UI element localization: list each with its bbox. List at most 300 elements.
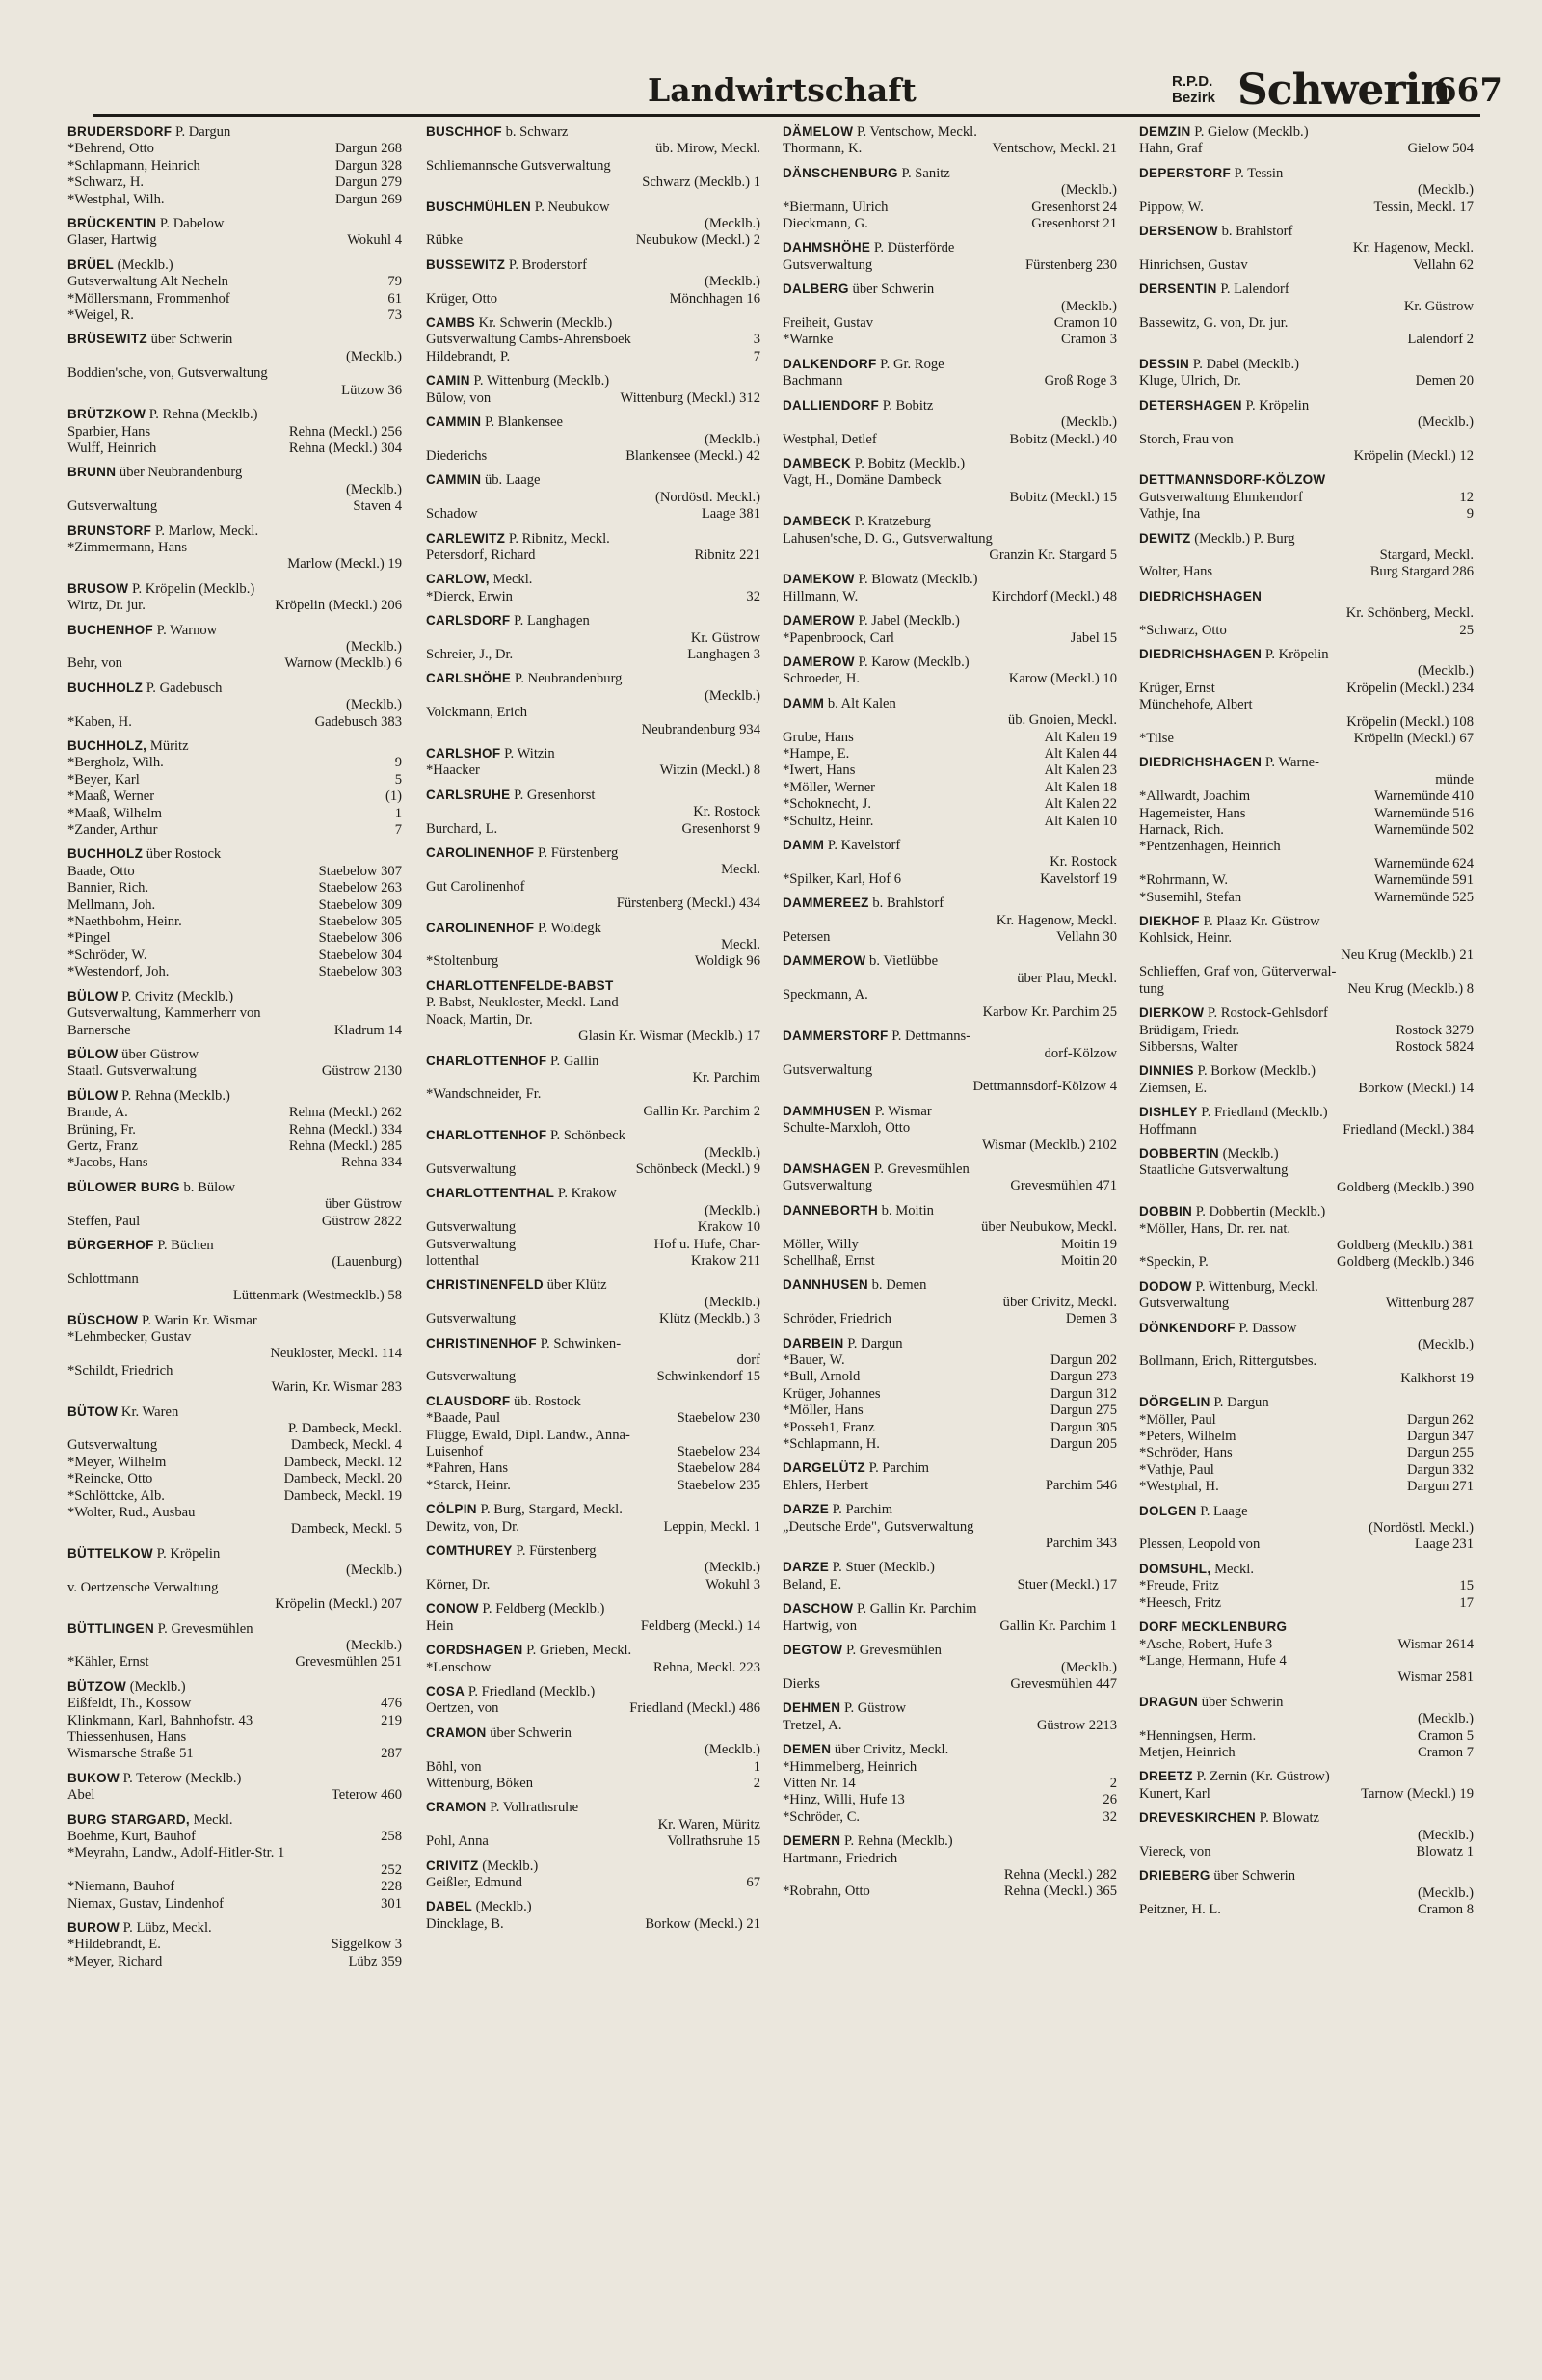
- place-name: BRUDERSDORF: [67, 124, 173, 139]
- phone-ref: 476: [377, 1696, 402, 1712]
- place-info: b. Vietlübbe: [869, 953, 939, 970]
- place-header: [783, 612, 1117, 629]
- place-header: [426, 199, 760, 216]
- place-name: BRÜCKENTIN: [67, 216, 157, 231]
- phone-ref: (Mecklb.): [346, 697, 402, 713]
- phone-ref: Dargun 268: [332, 141, 402, 157]
- entry-line: [1139, 448, 1474, 465]
- phone-ref: Dargun 262: [1403, 1412, 1474, 1429]
- directory-entry: [67, 737, 402, 839]
- place-info: über Neubrandenburg: [119, 465, 243, 481]
- place-header: [67, 1237, 402, 1254]
- place-header: [67, 1046, 402, 1063]
- directory-entry: [783, 356, 1117, 390]
- phone-ref: Teterow 460: [328, 1787, 402, 1804]
- holder-name: „Deutsche Erde", Gutsverwaltung: [783, 1518, 974, 1535]
- place-header: [426, 1858, 760, 1875]
- entry-line: [783, 854, 1117, 870]
- phone-ref: Granzin Kr. Stargard 5: [989, 547, 1117, 563]
- place-info: P. Woldegk: [538, 920, 601, 936]
- directory-entry: [783, 165, 1117, 233]
- entry-line: [426, 1833, 760, 1850]
- place-name: BÜTZOW: [67, 1678, 127, 1694]
- entry-line: [426, 349, 760, 365]
- place-info: b. Brahlstorf: [1221, 224, 1293, 240]
- directory-entry: [783, 837, 1117, 888]
- phone-ref: Demen 3: [1062, 1311, 1117, 1327]
- holder-name: *Pahren, Hans: [426, 1460, 509, 1477]
- directory-entry: [426, 1725, 760, 1793]
- place-name: DREVESKIRCHEN: [1139, 1810, 1256, 1826]
- entry-line: [426, 1311, 760, 1327]
- place-header: [783, 1642, 1117, 1659]
- holder-name: *Schildt, Friedrich: [67, 1362, 173, 1378]
- entry-line: [426, 1219, 760, 1236]
- place-name: DAMEKOW: [783, 572, 855, 587]
- entry-line: [67, 1329, 402, 1346]
- directory-entry: [783, 1335, 1117, 1454]
- phone-ref: Marlow (Meckl.) 19: [287, 556, 402, 573]
- phone-ref: Leppin, Meckl. 1: [659, 1519, 760, 1536]
- place-name: DALLIENDORF: [783, 397, 880, 413]
- place-info: P. Lalendorf: [1220, 281, 1289, 298]
- directory-entry: [783, 239, 1117, 274]
- header-rule: [93, 114, 1480, 117]
- phone-ref: Dargun 332: [1403, 1462, 1474, 1479]
- directory-entry: [426, 1898, 760, 1933]
- entry-line: [783, 315, 1117, 332]
- entry-line: [1139, 299, 1474, 315]
- directory-entry: [67, 1811, 402, 1912]
- holder-name: *Meyrahn, Landw., Adolf-Hitler-Str. 1: [67, 1845, 285, 1861]
- directory-entry: [783, 1741, 1117, 1826]
- place-name: BÜLOW: [67, 1087, 119, 1103]
- entry-line: [67, 755, 402, 771]
- entry-line: [67, 1829, 402, 1845]
- phone-ref: (Mecklb.): [1418, 1711, 1474, 1727]
- entry-line: [67, 864, 402, 880]
- phone-ref: Ventschow, Meckl. 21: [988, 141, 1117, 157]
- entry-line: [426, 448, 760, 465]
- phone-ref: Jabel 15: [1067, 630, 1117, 647]
- holder-name: Vitten Nr. 14: [783, 1775, 856, 1791]
- entry-line: [783, 1884, 1117, 1900]
- place-name: CARLSRUHE: [426, 787, 511, 802]
- place-header: [1139, 1145, 1474, 1163]
- phone-ref: Neukloster, Meckl. 114: [270, 1346, 402, 1362]
- phone-ref: Warnemünde 525: [1370, 890, 1474, 906]
- phone-ref: Neu Krug (Mecklb.) 8: [1344, 981, 1475, 998]
- place-name: DAMBECK: [783, 514, 852, 529]
- holder-name: Körner, Dr.: [426, 1576, 491, 1592]
- place-header: [1139, 1694, 1474, 1711]
- phone-ref: Warnow (Mecklb.) 6: [280, 655, 402, 672]
- phone-ref: über Plau, Meckl.: [1017, 970, 1117, 986]
- entry-line: [1139, 822, 1474, 839]
- city-title: Schwerin: [1237, 66, 1450, 115]
- place-name: DASCHOW: [783, 1601, 854, 1617]
- holder-name: Gutsverwaltung Ehmkendorf: [1139, 489, 1303, 505]
- directory-entry: [783, 1832, 1117, 1901]
- entry-line: [1139, 1728, 1474, 1745]
- place-info: P. Dassow: [1238, 1320, 1297, 1336]
- place-name: BRUNSTORF: [67, 522, 152, 538]
- directory-entry: [783, 1600, 1117, 1635]
- holder-name: Thormann, K.: [783, 141, 863, 157]
- place-header: [1139, 1394, 1474, 1411]
- phone-ref: dorf-Kölzow: [1044, 1045, 1117, 1061]
- holder-name: Krüger, Ernst: [1139, 680, 1215, 696]
- entry-line: [426, 158, 760, 174]
- entry-line: [783, 796, 1117, 813]
- place-header: [1139, 646, 1474, 663]
- entry-line: [783, 490, 1117, 506]
- phone-ref: Dargun 269: [332, 192, 402, 208]
- place-header: [67, 522, 402, 540]
- place-name: BÜLOW: [67, 988, 119, 1003]
- phone-ref: (Mecklb.): [1061, 414, 1117, 431]
- entry-line: [783, 871, 1117, 888]
- directory-entry: [426, 571, 760, 605]
- place-name: CARLOW,: [426, 572, 490, 587]
- place-name: CARLSHOF: [426, 746, 501, 761]
- place-name: CHARLOTTENTHAL: [426, 1186, 555, 1201]
- holder-name: *Wolter, Rud., Ausbau: [67, 1505, 196, 1521]
- entry-line: [1139, 432, 1474, 448]
- phone-ref: Cramon 8: [1414, 1902, 1474, 1918]
- holder-name: Tretzel, A.: [783, 1717, 842, 1733]
- phone-ref: Staebelow 305: [315, 914, 402, 930]
- entry-line: [426, 232, 760, 249]
- entry-line: [426, 937, 760, 953]
- phone-ref: Borkow (Meckl.) 14: [1354, 1081, 1474, 1097]
- holder-name: Möller, Willy: [783, 1236, 859, 1252]
- directory-entry: [67, 215, 402, 250]
- phone-ref: Kr. Güstrow: [690, 629, 760, 646]
- holder-name: *Schlapmann, Heinrich: [67, 157, 200, 174]
- phone-ref: Krakow 211: [687, 1253, 760, 1270]
- place-header: [783, 1501, 1117, 1518]
- phone-ref: Kladrum 14: [331, 1023, 402, 1039]
- entry-line: [67, 232, 402, 249]
- entry-line: [67, 158, 402, 174]
- entry-line: [426, 490, 760, 506]
- holder-name: *Lange, Hermann, Hufe 4: [1139, 1652, 1287, 1669]
- entry-line: [783, 531, 1117, 548]
- holder-name: Freiheit, Gustav: [783, 315, 874, 332]
- place-info: P. Rehna (Mecklb.): [121, 1087, 230, 1104]
- place-name: CAROLINENHOF: [426, 845, 535, 861]
- directory-entry: [426, 1185, 760, 1270]
- place-name: DAMMHUSEN: [783, 1103, 871, 1118]
- phone-ref: Cramon 3: [1057, 332, 1117, 348]
- holder-name: Wittenburg, Böken: [426, 1775, 534, 1791]
- place-info: P. Neubrandenburg: [514, 671, 623, 687]
- phone-ref: 2: [1106, 1776, 1117, 1792]
- entry-line: [67, 1713, 402, 1729]
- phone-ref: 9: [391, 755, 402, 771]
- entry-line: [67, 274, 402, 290]
- holder-name: *Baade, Paul: [426, 1410, 501, 1427]
- directory-entry: [67, 331, 402, 399]
- phone-ref: Groß Roge 3: [1041, 373, 1117, 389]
- holder-name: Speckmann, A.: [783, 987, 868, 1003]
- holder-name: Schreier, J., Dr.: [426, 646, 514, 662]
- place-info: P. Gadebusch: [146, 680, 223, 696]
- entry-line: [1139, 1163, 1474, 1179]
- holder-name: Burchard, L.: [426, 820, 498, 837]
- place-name: CAMIN: [426, 373, 470, 388]
- phone-ref: Meckl.: [721, 862, 760, 878]
- phone-ref: Dargun 328: [332, 158, 402, 174]
- phone-ref: Tessin, Meckl. 17: [1369, 200, 1474, 216]
- phone-ref: Kirchdorf (Meckl.) 48: [988, 589, 1117, 605]
- directory-entry: [1139, 1561, 1474, 1612]
- place-header: [1139, 1203, 1474, 1220]
- place-info: über Schwerin: [852, 281, 935, 298]
- entry-line: [426, 291, 760, 308]
- place-name: DEMEN: [783, 1742, 832, 1757]
- holder-name: *Möller, Paul: [1139, 1411, 1216, 1428]
- holder-name: *Schlöttcke, Alb.: [67, 1487, 165, 1504]
- entry-line: [426, 1742, 760, 1758]
- place-name: DARZE: [783, 1560, 829, 1575]
- place-header: [67, 1770, 402, 1787]
- phone-ref: (Mecklb.): [1061, 1659, 1117, 1675]
- holder-name: Dewitz, von, Dr.: [426, 1518, 519, 1535]
- holder-name: Storch, Frau von: [1139, 431, 1234, 447]
- holder-name: *Biermann, Ulrich: [783, 199, 889, 215]
- place-name: DISHLEY: [1139, 1105, 1198, 1120]
- phone-ref: Parchim 343: [1045, 1536, 1117, 1552]
- directory-columns: [67, 123, 1480, 2340]
- phone-ref: Moitin 19: [1057, 1237, 1117, 1253]
- place-name: DAMMEREEZ: [783, 896, 869, 911]
- phone-ref: Gallin Kr. Parchim 1: [996, 1618, 1117, 1635]
- holder-name: *Papenbroock, Carl: [783, 629, 894, 646]
- holder-name: *Schultz, Heinr.: [783, 813, 874, 829]
- entry-line: [426, 141, 760, 157]
- holder-name: Hinrichsen, Gustav: [1139, 256, 1248, 273]
- place-name: DODOW: [1139, 1278, 1192, 1294]
- entry-line: [1139, 1445, 1474, 1461]
- directory-entry: [426, 1127, 760, 1178]
- phone-ref: Wismar 2614: [1395, 1637, 1474, 1653]
- entry-line: [783, 630, 1117, 647]
- place-header: [426, 1276, 760, 1294]
- phone-ref: Dargun 273: [1047, 1369, 1117, 1385]
- place-header: [783, 239, 1117, 256]
- holder-name: *Maaß, Wilhelm: [67, 805, 163, 821]
- phone-ref: Staebelow 230: [674, 1410, 760, 1427]
- place-info: b. Alt Kalen: [827, 695, 896, 711]
- place-header: [426, 787, 760, 804]
- entry-line: [783, 1311, 1117, 1327]
- entry-line: [67, 1363, 402, 1379]
- entry-line: [1139, 1828, 1474, 1844]
- phone-ref: Woldigk 96: [691, 953, 760, 970]
- entry-line: [1139, 697, 1474, 713]
- entry-line: [1139, 257, 1474, 274]
- directory-entry: [1139, 530, 1474, 581]
- directory-entry: [67, 522, 402, 574]
- holder-name: Gutsverwaltung: [783, 1178, 873, 1194]
- phone-ref: Alt Kalen 19: [1041, 730, 1117, 746]
- phone-ref: Fürstenberg (Meckl.) 434: [616, 896, 760, 912]
- holder-name: *Heesch, Fritz: [1139, 1594, 1222, 1611]
- place-name: BUCHHOLZ: [67, 846, 144, 862]
- holder-name: Krüger, Otto: [426, 290, 497, 307]
- phone-ref: Schönbeck (Meckl.) 9: [632, 1162, 760, 1178]
- holder-name: Mellmann, Joh.: [67, 896, 156, 913]
- holder-name: Gutsverwaltung Cambs-Ahrensboek: [426, 332, 631, 348]
- place-info: Meckl.: [193, 1811, 233, 1828]
- entry-line: [1139, 1844, 1474, 1860]
- phone-ref: Stargard, Meckl.: [1379, 547, 1474, 563]
- directory-entry: [1139, 588, 1474, 639]
- entry-line: [1139, 1745, 1474, 1761]
- holder-name: Diederichs: [426, 447, 488, 464]
- place-info: P. Broderstorf: [508, 256, 587, 273]
- entry-line: [1139, 506, 1474, 522]
- phone-ref: (Mecklb.): [1418, 663, 1474, 680]
- entry-line: [783, 1519, 1117, 1536]
- place-name: DEWITZ: [1139, 530, 1191, 546]
- holder-name: lottenthal: [426, 1252, 480, 1269]
- place-name: CÖLPIN: [426, 1502, 477, 1517]
- phone-ref: Staebelow 307: [315, 864, 402, 880]
- place-header: [783, 281, 1117, 298]
- phone-ref: (Mecklb.): [1418, 182, 1474, 199]
- place-name: DANNEBORTH: [783, 1202, 878, 1217]
- place-header: [67, 123, 402, 141]
- place-name: BUCHHOLZ,: [67, 738, 147, 753]
- holder-name: *Pingel: [67, 930, 111, 947]
- directory-entry: [426, 670, 760, 738]
- entry-line: [1139, 623, 1474, 639]
- place-info: P. Kröpelin: [1264, 646, 1329, 662]
- entry-line: [67, 141, 402, 157]
- entry-line: [67, 1937, 402, 1953]
- directory-entry: [1139, 913, 1474, 998]
- phone-ref: Staven 4: [349, 498, 402, 515]
- place-name: CONOW: [426, 1601, 479, 1617]
- phone-ref: Lübz 359: [344, 1954, 402, 1970]
- place-header: [1139, 530, 1474, 548]
- holder-name: Bollmann, Erich, Rittergutsbes.: [1139, 1353, 1317, 1370]
- phone-ref: Dargun 255: [1403, 1445, 1474, 1461]
- entry-line: [1139, 839, 1474, 855]
- entry-line: [1139, 240, 1474, 256]
- holder-name: Gutsverwaltung: [67, 498, 158, 515]
- place-name: DEMERN: [783, 1833, 841, 1849]
- place-name: CARLSHÖHE: [426, 671, 512, 686]
- entry-line: [783, 1386, 1117, 1403]
- place-header: [783, 952, 1117, 970]
- place-header: [783, 1559, 1117, 1576]
- directory-entry: [1139, 1768, 1474, 1803]
- entry-line: [67, 880, 402, 896]
- place-info: P. Parchim: [868, 1460, 930, 1477]
- directory-entry: [67, 1087, 402, 1172]
- holder-name: *Himmelberg, Heinrich: [783, 1758, 917, 1775]
- directory-entry: [67, 1179, 402, 1230]
- entry-line: [1139, 1653, 1474, 1670]
- holder-name: Kluge, Ulrich, Dr.: [1139, 373, 1241, 389]
- directory-entry: [67, 256, 402, 325]
- holder-name: Staatl. Gutsverwaltung: [67, 1063, 197, 1080]
- place-header: [1139, 123, 1474, 141]
- place-header: [1139, 1278, 1474, 1296]
- entry-line: [67, 806, 402, 822]
- phone-ref: (Mecklb.): [1418, 1885, 1474, 1901]
- entry-line: [783, 1809, 1117, 1826]
- entry-line: [426, 332, 760, 348]
- place-name: CAMMIN: [426, 472, 482, 488]
- place-header: [426, 670, 760, 687]
- entry-line: [426, 1237, 760, 1253]
- directory-entry: [426, 612, 760, 663]
- place-header: [783, 123, 1117, 141]
- entry-line: [426, 432, 760, 448]
- entry-line: [67, 1596, 402, 1613]
- holder-name: Krüger, Johannes: [783, 1385, 881, 1402]
- holder-name: *Westendorf, Joh.: [67, 964, 170, 980]
- place-header: [426, 530, 760, 548]
- directory-entry: [426, 123, 760, 192]
- entry-line: [1139, 490, 1474, 506]
- column-3: [783, 123, 1117, 2340]
- place-name: BUKOW: [67, 1770, 120, 1785]
- phone-ref: Goldberg (Mecklb.) 390: [1337, 1179, 1474, 1195]
- phone-ref: Staebelow 309: [315, 897, 402, 914]
- place-name: COSA: [426, 1683, 465, 1698]
- entry-line: [1139, 1023, 1474, 1039]
- place-name: BRÜSEWITZ: [67, 332, 147, 347]
- directory-entry: [426, 920, 760, 971]
- entry-line: [1139, 1429, 1474, 1445]
- place-header: [783, 1832, 1117, 1850]
- entry-line: [67, 1488, 402, 1505]
- place-info: über Rostock: [146, 846, 222, 863]
- phone-ref: Friedland (Meckl.) 486: [625, 1700, 760, 1717]
- holder-name: Schellhaß, Ernst: [783, 1252, 875, 1269]
- place-name: DOBBIN: [1139, 1204, 1193, 1219]
- phone-ref: Vellahn 62: [1409, 257, 1474, 274]
- phone-ref: üb. Gnoien, Meckl.: [1007, 712, 1117, 729]
- directory-entry: [1139, 646, 1474, 747]
- holder-name: Rübke: [426, 232, 464, 249]
- entry-line: [783, 1676, 1117, 1693]
- place-info: P. Grevesmühlen: [873, 1161, 970, 1177]
- directory-entry: [783, 281, 1117, 349]
- phone-ref: Laage 231: [1411, 1537, 1474, 1553]
- holder-name: *Westphal, H.: [1139, 1479, 1219, 1495]
- entry-line: [1139, 1537, 1474, 1553]
- place-name: DETTMANNSDORF-KÖLZOW: [1139, 472, 1326, 488]
- entry-line: [426, 1012, 760, 1029]
- holder-name: Vagt, H., Domäne Dambeck: [783, 472, 942, 489]
- place-info: P. Teterow (Mecklb.): [122, 1770, 242, 1786]
- entry-line: [1139, 315, 1474, 332]
- entry-line: [783, 1046, 1117, 1062]
- entry-line: [426, 548, 760, 564]
- entry-line: [426, 506, 760, 522]
- place-info: P. Büchen: [157, 1237, 214, 1253]
- place-name: DALKENDORF: [783, 356, 877, 371]
- place-info: üb. Laage: [484, 472, 541, 489]
- holder-name: Schroeder, H.: [783, 671, 861, 687]
